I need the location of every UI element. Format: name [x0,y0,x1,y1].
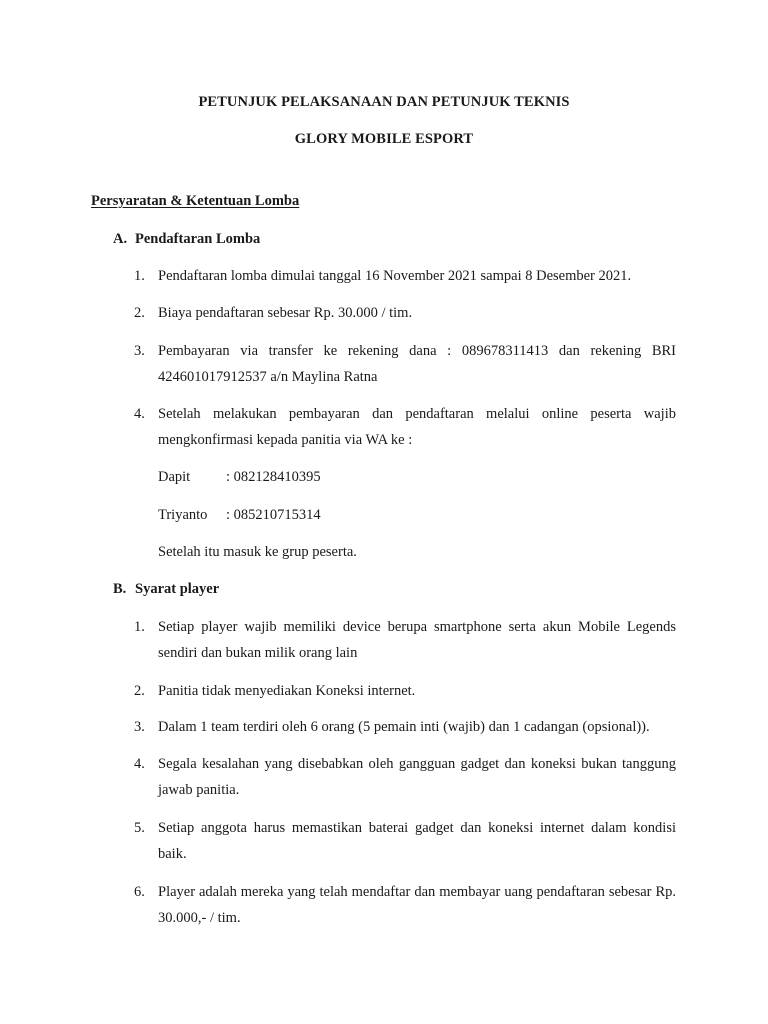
list-item-number: 3. [134,719,145,735]
list-item [134,879,676,931]
list-item-number: 1. [134,268,145,284]
list-item-number: 4. [134,406,145,422]
list-item-text: Setiap player wajib memiliki device berupa smartphone serta akun Mobile Legends sendiri dan bukan milik orang lain [158,619,676,661]
list-item-number: 4. [134,756,145,772]
subsection-label: Pendaftaran Lomba [135,231,261,247]
document-title: PETUNJUK PELAKSANAAN DAN PETUNJUK TEKNIS [198,94,570,110]
list-item-number: 2. [134,683,145,699]
list-item [134,300,676,326]
list-item-number: 2. [134,305,145,321]
list-item-text: Dalam 1 team terdiri oleh 6 orang (5 pemain inti (wajib) dan 1 cadangan (opsional)). [158,719,650,735]
subsection-letter: B. [113,581,127,597]
list-item-number: 5. [134,820,145,836]
list-item-text: Player adalah mereka yang telah mendaftar dan membayar uang pendaftaran sebesar Rp. 30.000,- / tim. [158,884,676,926]
list-item-text: Pembayaran via transfer ke rekening dana : 089678311413 dan rekening BRI 424601017912537 a/n Maylina Ratna [158,343,676,385]
contact-name: Dapit [158,469,191,485]
contact-phone: : 085210715314 [226,507,321,523]
subsection-label: Syarat player [135,581,220,597]
contact-name: Triyanto [158,507,208,523]
list-item [134,338,676,390]
list-item [134,614,676,666]
list-item-number: 6. [134,884,145,900]
subsection-heading-a [113,231,260,248]
list-item-number: 3. [134,343,145,359]
document-subtitle: GLORY MOBILE ESPORT [294,131,474,147]
list-item-text: Setiap anggota harus memastikan baterai gadget dan koneksi internet dalam kondisi baik. [158,820,676,862]
list-item-text: Pendaftaran lomba dimulai tanggal 16 November 2021 sampai 8 Desember 2021. [158,268,632,284]
list-item-text: Panitia tidak menyediakan Koneksi internet. [158,683,416,699]
section-heading: Persyaratan & Ketentuan Lomba [91,193,300,209]
subsection-heading-b [113,581,219,598]
list-item [134,751,676,803]
contact-row [158,469,321,486]
list-item-number: 1. [134,619,145,635]
list-item [134,401,676,453]
note-text: Setelah itu masuk ke grup peserta. [158,544,357,560]
list-item-text: Segala kesalahan yang disebabkan oleh gangguan gadget dan koneksi bukan tanggung jawab panitia. [158,756,676,798]
contact-row [158,507,321,524]
subsection-letter: A. [113,231,128,247]
list-item [134,815,676,867]
list-item-text: Setelah melakukan pembayaran dan pendaftaran melalui online peserta wajib mengkonfirmasi kepada panitia via WA ke : [158,406,676,448]
list-item [134,263,676,289]
list-item [134,714,676,740]
list-item-text: Biaya pendaftaran sebesar Rp. 30.000 / tim. [158,305,413,321]
list-item [134,678,676,704]
contact-phone: : 082128410395 [226,469,321,485]
